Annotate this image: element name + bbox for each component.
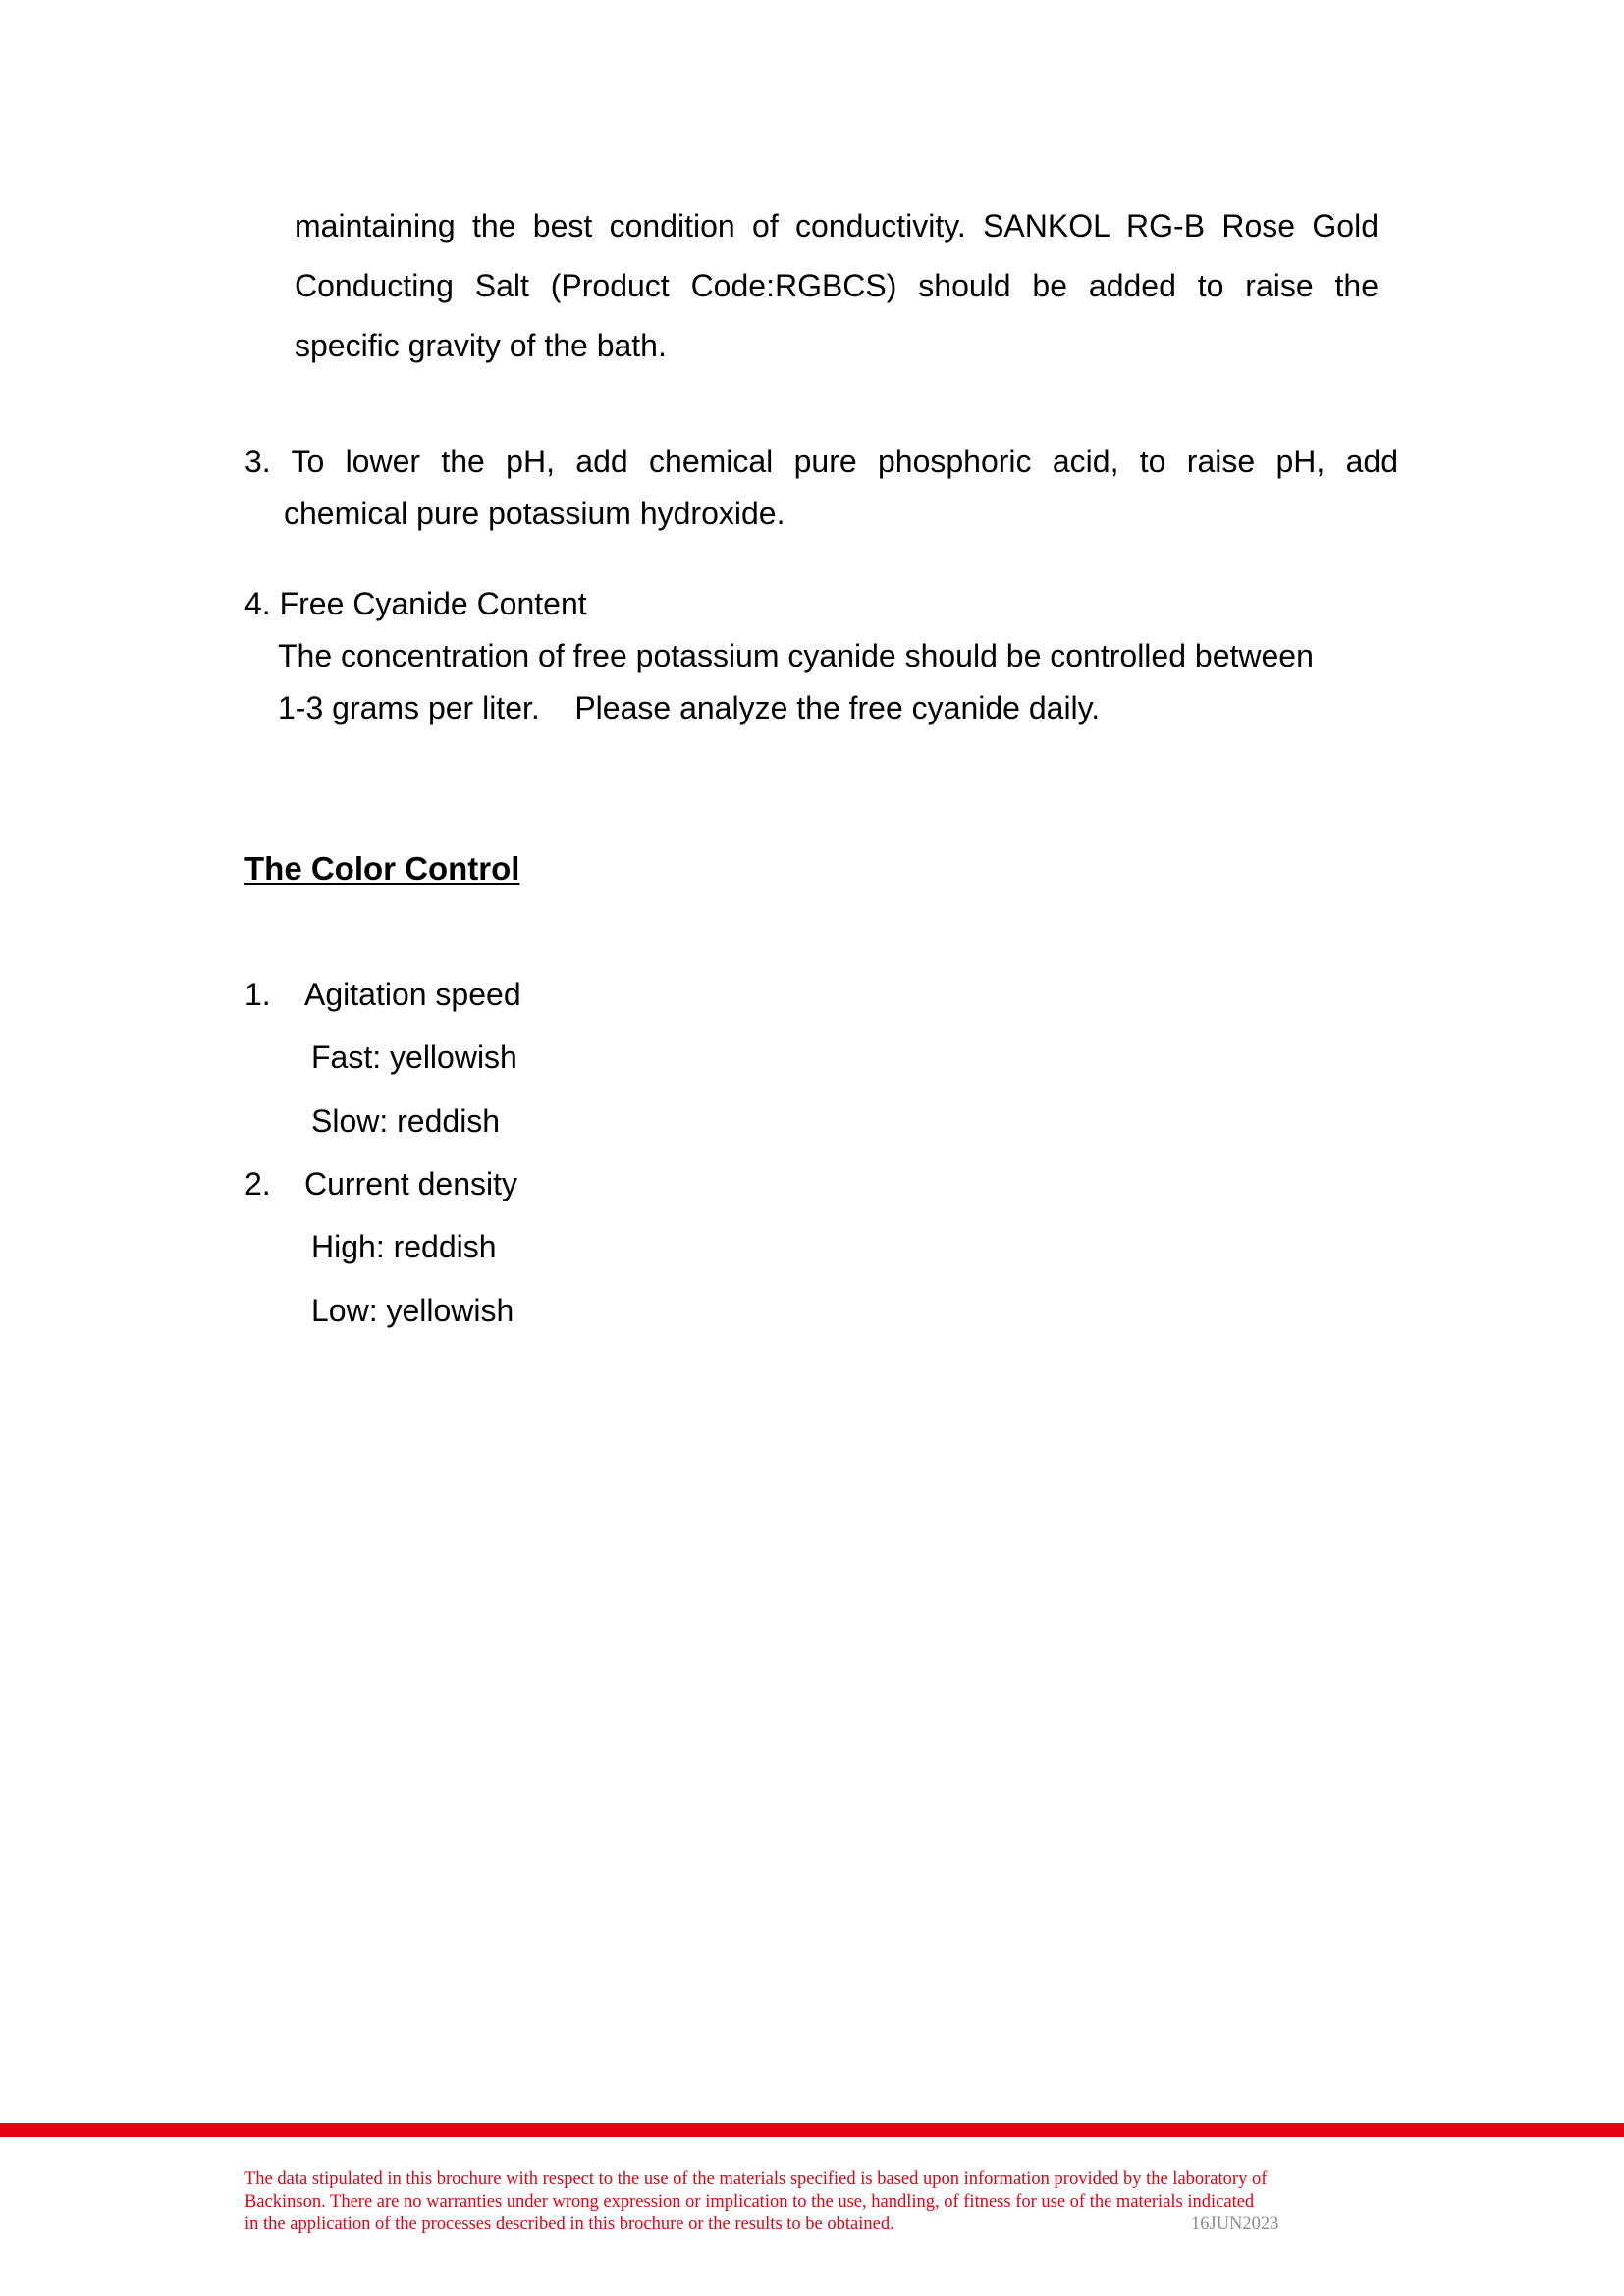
footer-disclaimer-line-3: in the application of the processes described in this brochure or the results to be obtained.: [244, 2215, 894, 2234]
list-item-title: Agitation speed: [304, 977, 521, 1012]
section-heading: The Color Control: [244, 850, 520, 886]
continuation-line-1: maintaining the best condition of conductivity. SANKOL RG-B Rose Gold: [295, 208, 1379, 243]
item-3-line-1: 3. To lower the pH, add chemical pure phosphoric acid, to raise pH, add: [244, 444, 1398, 479]
item-4-title: 4. Free Cyanide Content: [244, 586, 587, 621]
item-4-line-1: The concentration of free potassium cyanide should be controlled between: [278, 638, 1314, 673]
list-item-title: Current density: [304, 1166, 517, 1201]
list-subitem: High: reddish: [311, 1229, 497, 1264]
list-subitem: Low: yellowish: [311, 1293, 514, 1328]
footer-disclaimer-line-2: Backinson. There are no warranties under wrong expression or implication to the use, handling, of fitness for use of the materials indicated: [244, 2192, 1255, 2212]
item-3-line-2: chemical pure potassium hydroxide.: [284, 496, 785, 531]
list-subitem: Slow: reddish: [311, 1103, 501, 1139]
list-item-number: 1.: [244, 977, 271, 1012]
footer-disclaimer-line-1: The data stipulated in this brochure with respect to the use of the materials specified is based upon information provided by the laboratory of: [244, 2169, 1268, 2189]
continuation-line-2: Conducting Salt (Product Code:RGBCS) should be added to raise the: [295, 268, 1379, 303]
list-item-number: 2.: [244, 1166, 271, 1201]
footer-date: 16JUN2023: [1191, 2215, 1279, 2234]
footer-red-rule: [0, 2123, 1624, 2137]
list-subitem: Fast: yellowish: [311, 1040, 517, 1075]
item-4-line-2: 1-3 grams per liter. Please analyze the free cyanide daily.: [278, 690, 1101, 725]
continuation-line-3: specific gravity of the bath.: [295, 328, 667, 363]
